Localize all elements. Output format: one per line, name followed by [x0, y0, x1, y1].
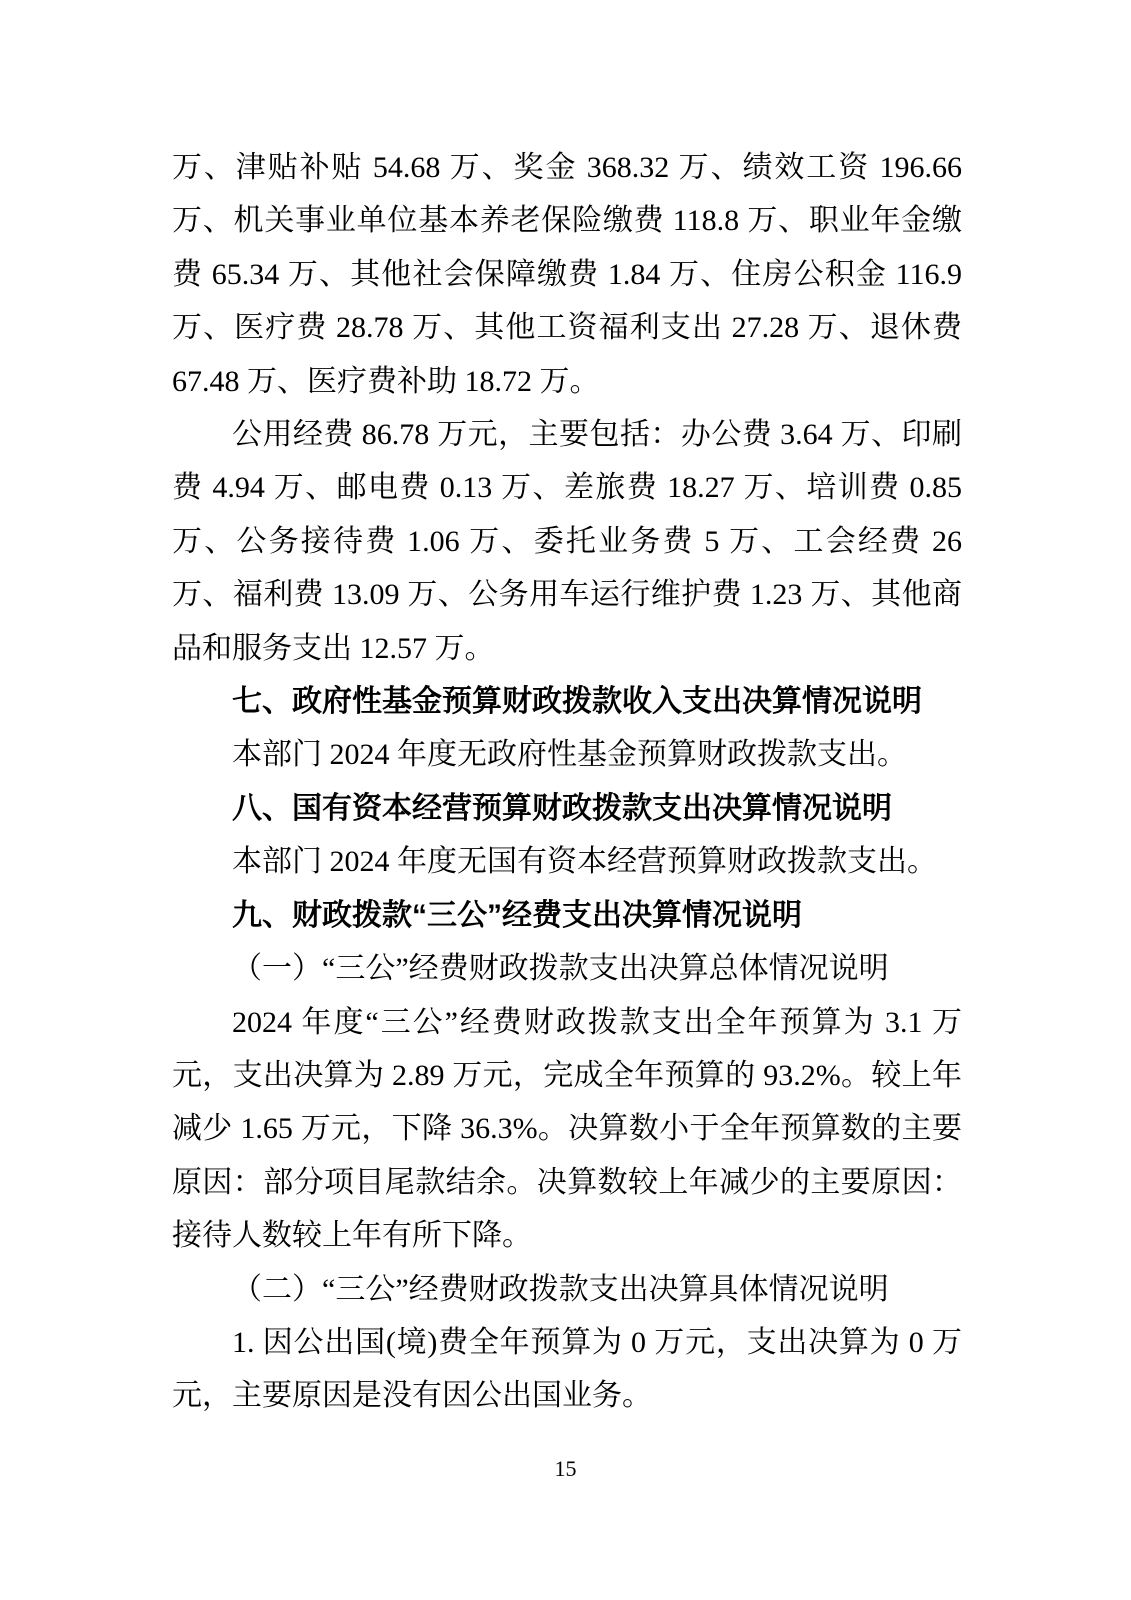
paragraph-personnel-expense-continuation: 万、津贴补贴 54.68 万、奖金 368.32 万、绩效工资 196.66 万、机关事业单位基本养老保险缴费 118.8 万、职业年金缴费 65.34 万、其他社会保障缴费 1.84 万、住房公积金 116.9 万、医疗费 28.78 万、其他工资福利支出 27.28 万、退休费 67.48 万、医疗费补助 18.72 万。	[172, 151, 962, 398]
paragraph-no-government-fund-expense: 本部门 2024 年度无政府性基金预算财政拨款支出。	[232, 738, 907, 772]
document-content	[172, 141, 962, 1423]
paragraph-three-public-overall-detail: 2024 年度“三公”经费财政拨款支出全年预算为 3.1 万元，支出决算为 2.89 万元，完成全年预算的 93.2%。较上年减少 1.65 万元，下降 36.3%。决算数小于全年预算数的主要原因：部分项目尾款结余。决算数较上年减少的主要原因：接待人数较上年有所下降。	[172, 1005, 962, 1253]
page-number: 15	[554, 1456, 577, 1481]
section-heading-8-state-capital-budget: 八、国有资本经营预算财政拨款支出决算情况说明	[232, 791, 892, 825]
section-heading-7-government-fund-budget: 七、政府性基金预算财政拨款收入支出决算情况说明	[232, 685, 922, 719]
paragraph-no-state-capital-expense: 本部门 2024 年度无国有资本经营预算财政拨款支出。	[232, 845, 937, 879]
paragraph-three-public-overall-subheading: （一）“三公”经费财政拨款支出决算总体情况说明	[232, 952, 889, 986]
paragraph-overseas-travel-expense: 1. 因公出国(境)费全年预算为 0 万元，支出决算为 0 万元，主要原因是没有因公出国业务。	[172, 1325, 962, 1413]
paragraph-three-public-specific-subheading: （二）“三公”经费财政拨款支出决算具体情况说明	[232, 1272, 889, 1306]
section-heading-9-three-public-expenses: 九、财政拨款“三公”经费支出决算情况说明	[232, 898, 802, 932]
paragraph-public-expense: 公用经费 86.78 万元，主要包括：办公费 3.64 万、印刷费 4.94 万、邮电费 0.13 万、差旅费 18.27 万、培训费 0.85 万、公务接待费 1.06 万、委托业务费 5 万、工会经费 26 万、福利费 13.09 万、公务用车运行维护费 1.23 万、其他商品和服务支出 12.57 万。	[172, 418, 962, 665]
